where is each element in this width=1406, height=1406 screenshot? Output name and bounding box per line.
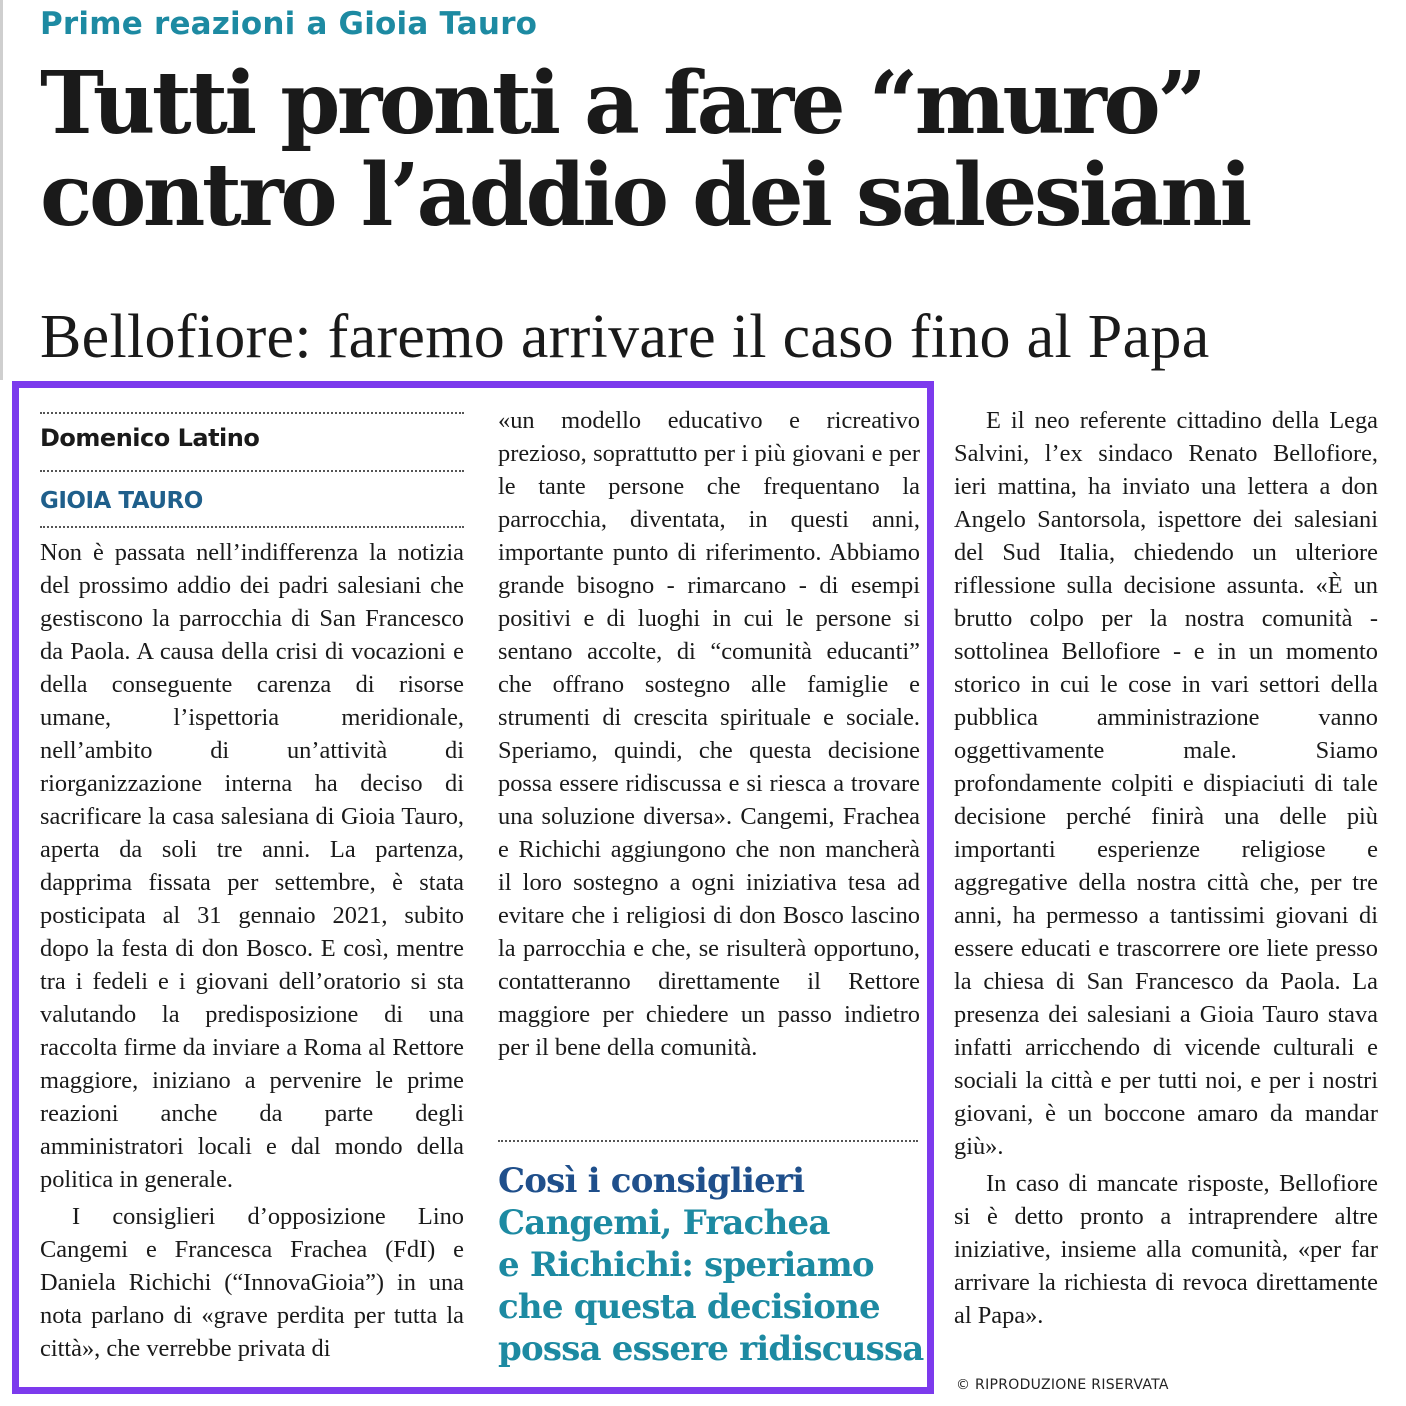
col3-paragraph-1: E il neo referente cittadino della Lega Salvini, l’ex sindaco Renato Bellofiore, ieri mattina, ha inviato una lettera a don Angelo Santorsola, ispettore dei salesiani del Sud Italia, chiedendo un ulteriore riflessione sulla decisione assunta. «È un brutto colpo per la nostra comunità - sottolinea Bellofiore - e in un momento storico in cui le cose in vari settori della pubblica amministrazione vanno oggettivamente male. Siamo profondamente colpiti e dispiaciuti di tale decisione perché finirà una delle più importanti esperienze religiose e aggregative della nostra città che, per tre anni, ha permesso a tantissimi giovani di essere educati e trascorrere ore liete presso la chiesa di San Francesco da Paola. La presenza dei salesiani a Gioia Tauro stava infatti arricchendo di vicende culturali e sociali la città e per tutti noi, e per i nostri giovani, è un boccone amaro da mandar giù». bbox=[954, 407, 1378, 1160]
pull-quote-line-2: Cangemi, Frachea bbox=[498, 1203, 830, 1243]
pull-quote bbox=[498, 1160, 928, 1370]
pull-quote-line-1: Così i consiglieri bbox=[498, 1161, 805, 1201]
byline: Domenico Latino bbox=[40, 424, 260, 452]
byline-bottom-rule bbox=[40, 470, 464, 472]
dateline: GIOIA TAURO bbox=[40, 488, 203, 514]
col2-paragraph-1: «un modello educativo e ricreativo prezioso, soprattutto per i più giovani e per le tante persone che frequentano la parrocchia, diventata, in questi anni, importante punto di riferimento. Abbiamo grande bisogno - rimarcano - di esempi positivi e di luoghi in cui le persone si sentano accolte, di “comunità educanti” che offrano sostegno alle famiglie e strumenti di crescita spirituale e sociale. Speriamo, quindi, che questa decisione possa essere ridiscussa e si riesca a trovare una soluzione diversa». Cangemi, Frachea e Richichi aggiungono che non mancherà il loro sostegno a ogni iniziativa tesa ad evitare che i religiosi di don Bosco lascino la parrocchia e che, se risulterà opportuno, contatteranno direttamente il Rettore maggiore per chiedere un passo indietro per il bene della comunità. bbox=[498, 407, 920, 1061]
headline bbox=[40, 53, 1400, 246]
article-column-1 bbox=[40, 536, 464, 1394]
pull-quote-line-4: che questa decisione bbox=[498, 1287, 880, 1327]
dateline-bottom-rule bbox=[40, 526, 464, 528]
copyright-notice: © RIPRODUZIONE RISERVATA bbox=[956, 1377, 1169, 1393]
byline-top-rule bbox=[40, 412, 464, 414]
col1-paragraph-1: Non è passata nell’indifferenza la notizia del prossimo addio dei padri salesiani che gestiscono la parrocchia di San Francesco da Paola. A causa della crisi di vocazioni e della conseguente carenza di risorse umane, l’ispettoria meridionale, nell’ambito di un’attività di riorganizzazione interna ha deciso di sacrificare la casa salesiana di Gioia Tauro, aperta da soli tre anni. La partenza, dapprima fissata per settembre, è stata posticipata al 31 gennaio 2021, subito dopo la festa di don Bosco. E così, mentre tra i fedeli e i giovani dell’oratorio si sta valutando la predisposizione di una raccolta firme da inviare a Roma al Rettore maggiore, iniziano a pervenire le prime reazioni anche da parte degli amministratori locali e dal mondo della politica in generale. bbox=[40, 539, 464, 1193]
article-column-3 bbox=[954, 404, 1378, 1332]
article-column-2 bbox=[498, 404, 920, 1064]
col1-paragraph-2: I consiglieri d’opposizione Lino Cangemi e Francesca Frachea (FdI) e Daniela Richichi (“InnovaGioia”) in una nota parlano di «grave perdita per tutta la città», che verrebbe privata di bbox=[40, 1203, 464, 1362]
headline-line-1: Tutti pronti a fare “muro” bbox=[40, 53, 1204, 154]
col3-paragraph-2: In caso di mancate risposte, Bellofiore si è detto pronto a intraprendere altre iniziative, insieme alla comunità, «per far arrivare la richiesta di revoca direttamente al Papa». bbox=[954, 1170, 1378, 1329]
kicker: Prime reazioni a Gioia Tauro bbox=[40, 6, 538, 42]
subheadline: Bellofiore: faremo arrivare il caso fino al Papa bbox=[40, 303, 1210, 371]
pull-quote-line-3: e Richichi: speriamo bbox=[498, 1245, 874, 1285]
left-margin-rule bbox=[0, 0, 3, 380]
pull-quote-line-5: possa essere ridiscussa bbox=[498, 1329, 924, 1369]
headline-line-2: contro l’addio dei salesiani bbox=[40, 145, 1249, 246]
pullquote-top-rule bbox=[498, 1140, 918, 1142]
